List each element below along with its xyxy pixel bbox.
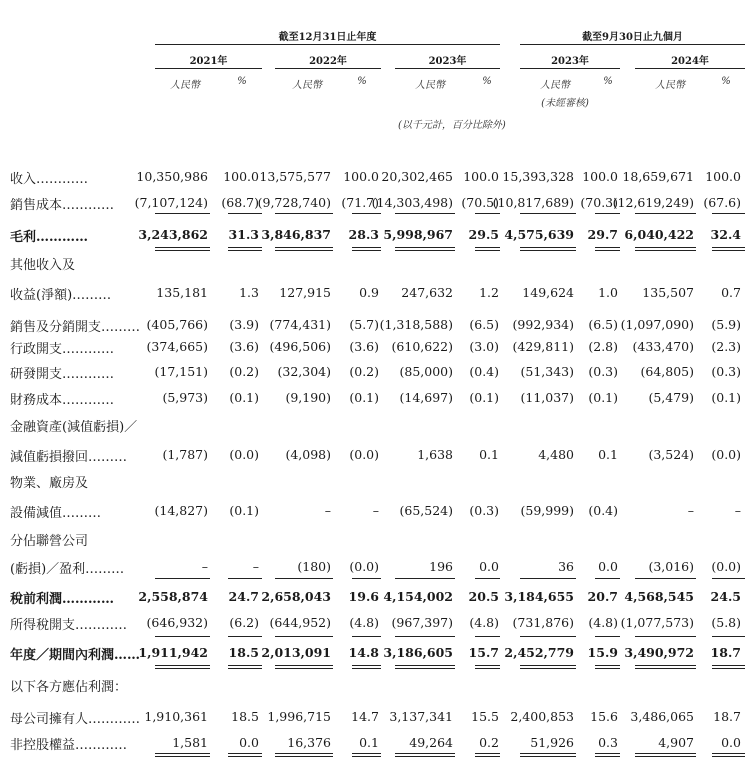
total-rule: [228, 756, 262, 757]
cell-pct-2022: (5.7): [349, 317, 379, 332]
total-rule: [275, 753, 333, 754]
cell-pct-2023-9m: (6.5): [588, 317, 618, 332]
total-rule: [520, 247, 576, 248]
cell-pct-2023-9m: (2.8): [588, 339, 618, 354]
col-label-pct-2023: %: [482, 76, 492, 87]
cell-rmb-2024-9m: (1,077,573): [620, 615, 694, 630]
cell-rmb-2021: –: [201, 559, 208, 574]
subtotal-rule: [228, 578, 262, 579]
total-rule: [520, 753, 576, 754]
total-rule: [228, 665, 262, 666]
cell-pct-2022: (71.7): [341, 195, 379, 210]
cell-pct-2021: –: [252, 559, 259, 574]
row-label: 以下各方應佔利潤：: [10, 680, 128, 695]
total-rule: [352, 753, 381, 754]
cell-pct-2021: (3.6): [229, 339, 259, 354]
cell-rmb-2024-9m: 3,490,972: [624, 645, 694, 660]
cell-rmb-2024-9m: (3,524): [648, 447, 694, 462]
total-rule: [155, 756, 210, 757]
cell-pct-2023-9m: 0.3: [598, 735, 618, 750]
total-rule: [275, 247, 333, 248]
total-rule: [712, 250, 745, 251]
year-header-2024-nine-months: 2024年: [671, 56, 709, 67]
total-rule: [275, 250, 333, 251]
cell-pct-2024-9m: (0.0): [711, 559, 741, 574]
col-label-pct-2022: %: [357, 76, 367, 87]
cell-pct-2022: (4.8): [349, 615, 379, 630]
col-label-pct-2021: %: [237, 76, 247, 87]
row-label: 銷售及分銷開支………: [10, 320, 141, 335]
subtotal-rule: [520, 213, 576, 214]
cell-rmb-2023-9m: (731,876): [512, 615, 574, 630]
cell-rmb-2023-9m: (429,811): [512, 339, 574, 354]
subtotal-rule: [275, 636, 333, 637]
cell-pct-2021: (6.2): [229, 615, 259, 630]
row-label: 物業、廠房及: [10, 476, 89, 491]
cell-pct-2023-9m: 1.0: [598, 285, 618, 300]
cell-pct-2021: (0.1): [229, 503, 259, 518]
subtotal-rule: [155, 213, 210, 214]
col-label-pct-2024-nine-months: %: [721, 76, 731, 87]
cell-pct-2023-9m: 0.1: [598, 447, 618, 462]
total-rule: [712, 753, 745, 754]
year-header-2023-nine-months: 2023年: [551, 56, 589, 67]
period-group-nine-months: 截至9月30日止九個月: [582, 32, 683, 43]
cell-pct-2023: 0.1: [479, 447, 499, 462]
cell-rmb-2024-9m: 18,659,671: [622, 169, 694, 184]
cell-pct-2022: (0.0): [349, 447, 379, 462]
col-label-rmb-2023: 人民幣: [415, 80, 445, 91]
total-rule: [155, 250, 210, 251]
total-rule: [635, 250, 696, 251]
cell-rmb-2023: 1,638: [417, 447, 453, 462]
total-rule: [228, 668, 262, 669]
cell-rmb-2023: (85,000): [399, 364, 453, 379]
year-rule-2023-nine-months: [520, 68, 620, 69]
cell-rmb-2021: 1,910,361: [144, 709, 208, 724]
group-rule-nine-months: [520, 44, 745, 45]
cell-pct-2024-9m: 0.0: [721, 735, 741, 750]
cell-pct-2021: (68.7): [221, 195, 259, 210]
cell-pct-2022: 0.1: [359, 735, 379, 750]
cell-rmb-2021: 2,558,874: [138, 589, 208, 604]
cell-pct-2024-9m: (2.3): [711, 339, 741, 354]
total-rule: [395, 668, 455, 669]
row-label: (虧損)／盈利………: [10, 562, 125, 577]
year-rule-2022: [275, 68, 381, 69]
total-rule: [520, 250, 576, 251]
total-rule: [712, 756, 745, 757]
cell-rmb-2021: (374,665): [146, 339, 208, 354]
cell-pct-2024-9m: 32.4: [710, 227, 741, 242]
cell-rmb-2023-9m: (11,037): [520, 390, 574, 405]
total-rule: [635, 756, 696, 757]
cell-rmb-2023: (14,303,498): [371, 195, 453, 210]
total-rule: [352, 756, 381, 757]
cell-pct-2022: 19.6: [348, 589, 379, 604]
cell-rmb-2023-9m: (992,934): [512, 317, 574, 332]
total-rule: [352, 668, 381, 669]
subtotal-rule: [395, 578, 455, 579]
cell-rmb-2023: 3,186,605: [383, 645, 453, 660]
total-rule: [520, 665, 576, 666]
subtotal-rule: [595, 213, 620, 214]
total-rule: [475, 668, 500, 669]
subtotal-rule: [228, 213, 262, 214]
total-rule: [155, 665, 210, 666]
total-rule: [595, 250, 620, 251]
cell-rmb-2023: (14,697): [399, 390, 453, 405]
subtotal-rule: [475, 213, 500, 214]
cell-pct-2021: 24.7: [228, 589, 259, 604]
cell-pct-2024-9m: 0.7: [721, 285, 741, 300]
cell-pct-2024-9m: 18.7: [713, 709, 741, 724]
cell-rmb-2023: 247,632: [401, 285, 453, 300]
cell-rmb-2024-9m: –: [687, 503, 694, 518]
cell-rmb-2021: (17,151): [154, 364, 208, 379]
subtotal-rule: [275, 578, 333, 579]
cell-pct-2024-9m: (0.0): [711, 447, 741, 462]
cell-pct-2021: 31.3: [228, 227, 259, 242]
total-rule: [595, 665, 620, 666]
cell-rmb-2023-9m: (59,999): [520, 503, 574, 518]
cell-pct-2022: 100.0: [343, 169, 379, 184]
cell-pct-2022: (3.6): [349, 339, 379, 354]
cell-pct-2023: (70.5): [461, 195, 499, 210]
row-label: 設備減值………: [10, 506, 102, 521]
total-rule: [275, 756, 333, 757]
subtotal-rule: [352, 578, 381, 579]
cell-rmb-2023-9m: 36: [558, 559, 574, 574]
cell-pct-2023-9m: 15.6: [590, 709, 618, 724]
cell-pct-2023: (0.3): [469, 503, 499, 518]
cell-pct-2023: (0.4): [469, 364, 499, 379]
cell-rmb-2022: 2,013,091: [261, 645, 331, 660]
cell-pct-2024-9m: (5.9): [711, 317, 741, 332]
row-label: 收入…………: [10, 172, 89, 187]
row-label: 其他收入及: [10, 258, 76, 273]
total-rule: [228, 247, 262, 248]
cell-pct-2024-9m: 24.5: [710, 589, 741, 604]
subtotal-rule: [595, 578, 620, 579]
total-rule: [395, 247, 455, 248]
cell-pct-2023: 15.7: [468, 645, 499, 660]
cell-rmb-2022: 16,376: [287, 735, 331, 750]
cell-rmb-2023-9m: 2,400,853: [510, 709, 574, 724]
cell-rmb-2021: 135,181: [156, 285, 208, 300]
cell-rmb-2023: (65,524): [399, 503, 453, 518]
subtotal-rule: [275, 213, 333, 214]
cell-rmb-2023-9m: 51,926: [530, 735, 574, 750]
total-rule: [712, 665, 745, 666]
subtotal-rule: [475, 636, 500, 637]
cell-rmb-2022: 127,915: [279, 285, 331, 300]
cell-pct-2023: 15.5: [471, 709, 499, 724]
year-rule-2023: [395, 68, 500, 69]
cell-pct-2023-9m: (0.4): [588, 503, 618, 518]
cell-rmb-2021: (5,973): [162, 390, 208, 405]
cell-rmb-2023-9m: 3,184,655: [504, 589, 574, 604]
cell-pct-2023-9m: 15.9: [587, 645, 618, 660]
total-rule: [352, 247, 381, 248]
row-label: 非控股權益…………: [10, 738, 128, 753]
total-rule: [228, 753, 262, 754]
cell-pct-2023: 20.5: [468, 589, 499, 604]
cell-pct-2024-9m: –: [734, 503, 741, 518]
cell-pct-2022: 14.7: [351, 709, 379, 724]
cell-rmb-2024-9m: (64,805): [640, 364, 694, 379]
cell-pct-2023: (6.5): [469, 317, 499, 332]
total-rule: [275, 665, 333, 666]
unit-note: (以千元計，百分比除外): [398, 120, 506, 131]
cell-pct-2021: (0.2): [229, 364, 259, 379]
cell-pct-2023: 1.2: [479, 285, 499, 300]
subtotal-rule: [395, 213, 455, 214]
cell-rmb-2022: 3,846,837: [261, 227, 331, 242]
total-rule: [595, 753, 620, 754]
cell-pct-2021: 100.0: [223, 169, 259, 184]
cell-rmb-2024-9m: (433,470): [632, 339, 694, 354]
cell-pct-2023: (3.0): [469, 339, 499, 354]
total-rule: [395, 756, 455, 757]
cell-pct-2021: (0.1): [229, 390, 259, 405]
cell-rmb-2023: 196: [429, 559, 453, 574]
cell-rmb-2023: 4,154,002: [383, 589, 453, 604]
cell-rmb-2024-9m: (1,097,090): [620, 317, 694, 332]
subtotal-rule: [712, 578, 745, 579]
subtotal-rule: [155, 578, 210, 579]
row-label: 毛利…………: [10, 230, 89, 245]
row-label: 分佔聯營公司: [10, 534, 89, 549]
cell-rmb-2023-9m: 4,575,639: [504, 227, 574, 242]
cell-rmb-2021: (646,932): [146, 615, 208, 630]
cell-pct-2023: (4.8): [469, 615, 499, 630]
cell-rmb-2022: 13,575,577: [259, 169, 331, 184]
cell-rmb-2023-9m: 149,624: [522, 285, 574, 300]
cell-rmb-2021: 1,911,942: [138, 645, 208, 660]
cell-rmb-2022: 1,996,715: [267, 709, 331, 724]
cell-rmb-2023: 20,302,465: [381, 169, 453, 184]
total-rule: [635, 247, 696, 248]
row-label: 稅前利潤…………: [10, 592, 115, 607]
subtotal-rule: [475, 578, 500, 579]
cell-rmb-2021: (405,766): [146, 317, 208, 332]
subtotal-rule: [712, 636, 745, 637]
total-rule: [275, 668, 333, 669]
cell-pct-2023: 29.5: [468, 227, 499, 242]
cell-rmb-2023: (967,397): [391, 615, 453, 630]
total-rule: [475, 753, 500, 754]
total-rule: [155, 753, 210, 754]
row-label: 行政開支…………: [10, 342, 115, 357]
col-label-pct-2023-nine-months: %: [603, 76, 613, 87]
group-rule-year-end: [155, 44, 500, 45]
col-label-rmb-2024-nine-months: 人民幣: [655, 80, 685, 91]
cell-pct-2021: 18.5: [228, 645, 259, 660]
cell-pct-2024-9m: (5.8): [711, 615, 741, 630]
cell-rmb-2022: –: [324, 503, 331, 518]
cell-pct-2023-9m: 100.0: [582, 169, 618, 184]
cell-rmb-2024-9m: (5,479): [648, 390, 694, 405]
cell-rmb-2022: (32,304): [277, 364, 331, 379]
subtotal-rule: [520, 636, 576, 637]
year-rule-2021: [155, 68, 262, 69]
row-label: 母公司擁有人…………: [10, 712, 141, 727]
total-rule: [475, 250, 500, 251]
subtotal-rule: [635, 578, 696, 579]
cell-pct-2023-9m: 20.7: [587, 589, 618, 604]
total-rule: [155, 668, 210, 669]
cell-pct-2022: –: [372, 503, 379, 518]
subtotal-rule: [352, 213, 381, 214]
cell-pct-2023-9m: (4.8): [588, 615, 618, 630]
cell-rmb-2023-9m: 15,393,328: [502, 169, 574, 184]
cell-rmb-2024-9m: 4,568,545: [624, 589, 694, 604]
cell-rmb-2021: 1,581: [172, 735, 208, 750]
row-label: 年度／期間內利潤……: [10, 648, 141, 663]
cell-rmb-2024-9m: (12,619,249): [612, 195, 694, 210]
cell-pct-2022: (0.1): [349, 390, 379, 405]
row-label: 金融資產(減值虧損)／: [10, 420, 138, 435]
cell-pct-2023: 100.0: [463, 169, 499, 184]
cell-rmb-2023: 3,137,341: [389, 709, 453, 724]
total-rule: [635, 753, 696, 754]
total-rule: [395, 250, 455, 251]
cell-pct-2021: (3.9): [229, 317, 259, 332]
subtotal-rule: [635, 213, 696, 214]
cell-pct-2021: 0.0: [239, 735, 259, 750]
subtotal-rule: [228, 636, 262, 637]
cell-pct-2024-9m: (67.6): [703, 195, 741, 210]
cell-pct-2023-9m: (0.1): [588, 390, 618, 405]
subtotal-rule: [395, 636, 455, 637]
col-label-rmb-2023-nine-months: 人民幣: [540, 80, 570, 91]
cell-rmb-2021: 3,243,862: [138, 227, 208, 242]
cell-rmb-2023-9m: (10,817,689): [492, 195, 574, 210]
cell-rmb-2023-9m: 4,480: [538, 447, 574, 462]
year-header-2022: 2022年: [309, 56, 347, 67]
row-label: 研發開支…………: [10, 367, 115, 382]
unaudited-note: (未經審核): [541, 98, 589, 109]
cell-rmb-2024-9m: 4,907: [658, 735, 694, 750]
cell-rmb-2022: (496,506): [269, 339, 331, 354]
cell-rmb-2021: (14,827): [154, 503, 208, 518]
col-label-rmb-2022: 人民幣: [292, 80, 322, 91]
row-label: 收益(淨額)………: [10, 288, 112, 303]
total-rule: [352, 250, 381, 251]
row-label: 減值虧損撥回………: [10, 450, 128, 465]
cell-rmb-2023-9m: 2,452,779: [504, 645, 574, 660]
subtotal-rule: [712, 213, 745, 214]
cell-rmb-2022: (9,728,740): [257, 195, 331, 210]
total-rule: [635, 665, 696, 666]
period-group-year-end: 截至12月31日止年度: [278, 32, 377, 43]
cell-rmb-2023: (610,622): [391, 339, 453, 354]
cell-rmb-2023: 5,998,967: [383, 227, 453, 242]
total-rule: [395, 665, 455, 666]
cell-pct-2022: 14.8: [348, 645, 379, 660]
cell-rmb-2022: (774,431): [269, 317, 331, 332]
cell-rmb-2022: (4,098): [285, 447, 331, 462]
cell-pct-2022: (0.0): [349, 559, 379, 574]
cell-pct-2023-9m: (70.3): [580, 195, 618, 210]
row-label: 銷售成本…………: [10, 198, 115, 213]
total-rule: [712, 247, 745, 248]
cell-rmb-2022: 2,658,043: [261, 589, 331, 604]
cell-rmb-2022: (180): [297, 559, 331, 574]
total-rule: [475, 756, 500, 757]
cell-rmb-2023: 49,264: [409, 735, 453, 750]
cell-pct-2023-9m: (0.3): [588, 364, 618, 379]
cell-rmb-2021: (1,787): [162, 447, 208, 462]
cell-rmb-2022: (644,952): [269, 615, 331, 630]
subtotal-rule: [155, 636, 210, 637]
cell-pct-2021: (0.0): [229, 447, 259, 462]
total-rule: [520, 756, 576, 757]
subtotal-rule: [520, 578, 576, 579]
cell-pct-2023: (0.1): [469, 390, 499, 405]
cell-pct-2022: (0.2): [349, 364, 379, 379]
cell-rmb-2021: (7,107,124): [134, 195, 208, 210]
total-rule: [595, 247, 620, 248]
cell-rmb-2023: (1,318,588): [379, 317, 453, 332]
total-rule: [155, 247, 210, 248]
cell-rmb-2023-9m: (51,343): [520, 364, 574, 379]
cell-rmb-2022: (9,190): [285, 390, 331, 405]
cell-rmb-2021: 10,350,986: [136, 169, 208, 184]
cell-pct-2022: 28.3: [348, 227, 379, 242]
total-rule: [520, 668, 576, 669]
total-rule: [475, 247, 500, 248]
cell-pct-2021: 18.5: [231, 709, 259, 724]
total-rule: [712, 668, 745, 669]
cell-pct-2023: 0.2: [479, 735, 499, 750]
total-rule: [228, 250, 262, 251]
total-rule: [475, 665, 500, 666]
cell-rmb-2024-9m: 3,486,065: [630, 709, 694, 724]
total-rule: [395, 753, 455, 754]
cell-pct-2024-9m: (0.3): [711, 364, 741, 379]
total-rule: [595, 668, 620, 669]
year-header-2023: 2023年: [428, 56, 467, 67]
year-rule-2024-nine-months: [635, 68, 745, 69]
cell-rmb-2024-9m: 6,040,422: [624, 227, 694, 242]
row-label: 所得稅開支…………: [10, 618, 128, 633]
cell-pct-2022: 0.9: [359, 285, 379, 300]
cell-pct-2023-9m: 0.0: [598, 559, 618, 574]
cell-pct-2024-9m: (0.1): [711, 390, 741, 405]
col-label-rmb-2021: 人民幣: [170, 80, 200, 91]
cell-pct-2023-9m: 29.7: [587, 227, 618, 242]
total-rule: [635, 668, 696, 669]
cell-pct-2021: 1.3: [239, 285, 259, 300]
cell-pct-2024-9m: 18.7: [710, 645, 741, 660]
subtotal-rule: [635, 636, 696, 637]
year-header-2021: 2021年: [189, 56, 228, 67]
cell-rmb-2024-9m: (3,016): [648, 559, 694, 574]
cell-rmb-2024-9m: 135,507: [642, 285, 694, 300]
total-rule: [352, 665, 381, 666]
total-rule: [595, 756, 620, 757]
row-label: 財務成本…………: [10, 393, 115, 408]
subtotal-rule: [595, 636, 620, 637]
subtotal-rule: [352, 636, 381, 637]
cell-pct-2024-9m: 100.0: [705, 169, 741, 184]
cell-pct-2023: 0.0: [479, 559, 499, 574]
